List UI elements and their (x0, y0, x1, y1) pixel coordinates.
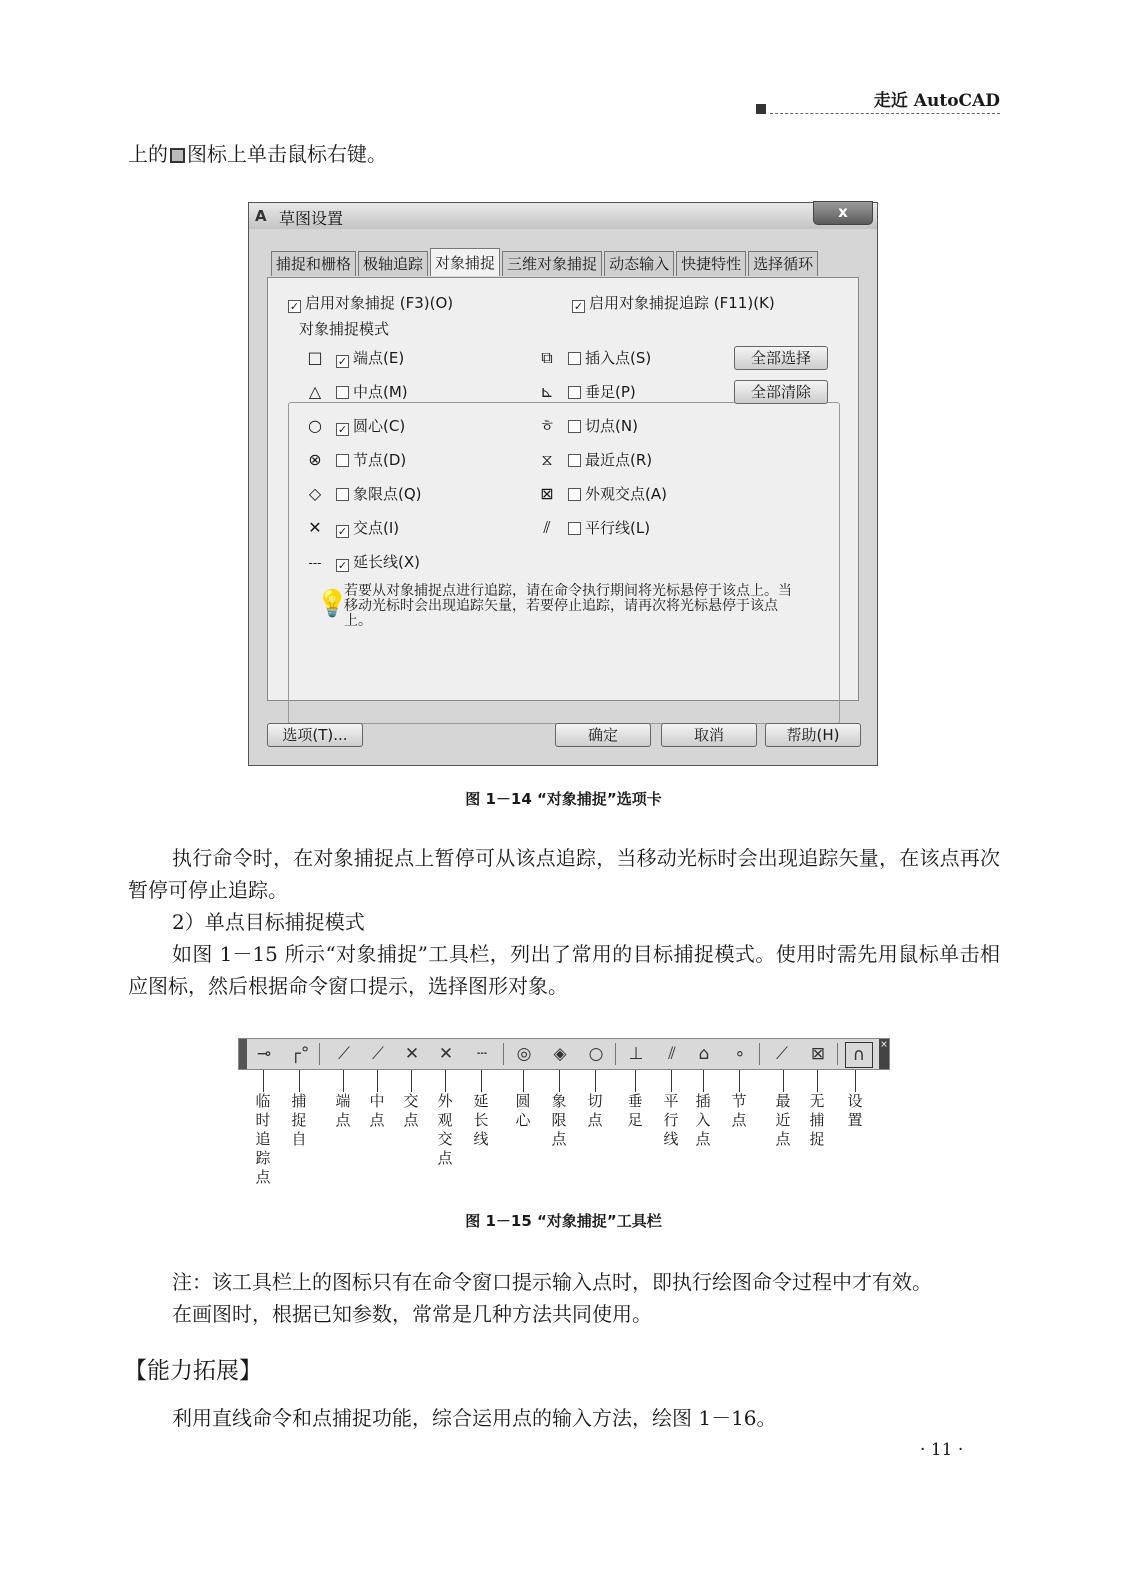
cancel-button[interactable]: 取消 (661, 723, 757, 747)
mode-quadrant[interactable]: ◇ 象限点(Q) (304, 484, 422, 504)
endpoint-icon[interactable]: ⟋ (338, 1044, 350, 1064)
tangent-icon: ㅎ (539, 416, 555, 435)
apparent-intersection-icon: ⊠ (540, 484, 554, 503)
header-rule (756, 104, 1000, 114)
dialog-titlebar (249, 203, 877, 229)
section-title: 【能力拓展】 (124, 1358, 262, 1384)
mode-parallel[interactable]: ⫽ 平行线(L) (536, 518, 650, 538)
enable-tracking-checkbox[interactable]: ✓ 启用对象捕捉追踪 (F11)(K) (573, 294, 775, 313)
label-perpendicular: 垂足 (627, 1092, 643, 1129)
label-intersection: 交点 (403, 1092, 419, 1129)
subheading-single-point: 2）单点目标捕捉模式 (172, 910, 365, 934)
label-endpoint: 端点 (335, 1092, 351, 1129)
note-line-1: 注：该工具栏上的图标只有在命令窗口提示输入点时，即执行绘图命令过程中才有效。 (172, 1270, 932, 1294)
extension-icon[interactable]: ┄ (476, 1044, 488, 1064)
exercise-text: 利用直线命令和点捕捉功能，综合运用点的输入方法，绘图 1－16。 (172, 1406, 777, 1430)
label-nearest: 最近点 (775, 1092, 791, 1148)
perpendicular-icon: ⊾ (540, 382, 554, 401)
figure-caption-1-14: 图 1－14 “对象捕捉”选项卡 (465, 790, 662, 808)
nearest-icon: ⧖ (541, 450, 553, 469)
midpoint-icon: △ (308, 382, 322, 401)
ok-button[interactable]: 确定 (555, 723, 651, 747)
snap-from-icon[interactable]: ┌° (290, 1044, 310, 1064)
tab-snap-grid[interactable]: 捕捉和栅格 (271, 251, 356, 276)
label-none: 无捕捉 (809, 1092, 825, 1148)
label-apparent-intersection: 外观交点 (437, 1092, 453, 1167)
autocad-app-icon: A (255, 207, 267, 225)
label-snap-from: 捕捉自 (291, 1092, 307, 1148)
endpoint-icon: □ (307, 348, 323, 367)
quadrant-icon: ◇ (308, 484, 322, 503)
mode-apparent-intersection[interactable]: ⊠ 外观交点(A) (536, 484, 667, 504)
label-temp-track: 临时追踪点 (255, 1092, 271, 1186)
toolbar-grip[interactable] (239, 1039, 247, 1069)
tab-polar-tracking[interactable]: 极轴追踪 (358, 251, 428, 276)
close-button[interactable]: x (813, 201, 873, 225)
mode-insertion[interactable]: ⧉ 插入点(S) (536, 348, 651, 368)
mode-midpoint[interactable]: △ 中点(M) (304, 382, 408, 402)
label-tangent: 切点 (587, 1092, 603, 1129)
midpoint-icon[interactable]: ⟋ (372, 1044, 384, 1064)
quadrant-icon[interactable]: ◈ (553, 1044, 567, 1064)
node-icon: ⊗ (308, 450, 322, 469)
drafting-settings-dialog (248, 202, 878, 766)
apparent-intersection-icon[interactable]: ✕ (438, 1044, 454, 1064)
tracking-tip: 若要从对象捕捉点进行追踪，请在命令执行期间将光标悬停于该点上。当移动光标时会出现追踪矢量，若要停止追踪，请再次将光标悬停于该点上。 (344, 583, 792, 629)
mode-endpoint[interactable]: □ ✓ 端点(E) (304, 348, 404, 368)
temp-track-icon[interactable]: ⊸ (256, 1044, 272, 1064)
mode-intersection[interactable]: ✕ ✓ 交点(I) (304, 518, 399, 538)
note-line-2: 在画图时，根据已知参数，常常是几种方法共同使用。 (172, 1302, 652, 1326)
mode-extension[interactable]: --- ✓ 延长线(X) (304, 552, 420, 572)
perpendicular-icon[interactable]: ⊥ (628, 1044, 644, 1064)
label-extension: 延长线 (473, 1092, 489, 1148)
help-button[interactable]: 帮助(H) (765, 723, 861, 747)
nearest-icon[interactable]: ⟋ (776, 1044, 788, 1064)
mode-center[interactable]: ○ ✓ 圆心(C) (304, 416, 405, 436)
tangent-icon[interactable]: ○ (588, 1044, 604, 1064)
label-center: 圆心 (515, 1092, 531, 1129)
running-head: 走近 AutoCAD (873, 91, 1000, 111)
center-icon[interactable]: ◎ (516, 1044, 532, 1064)
mode-nearest[interactable]: ⧖ 最近点(R) (536, 450, 652, 470)
object-snap-panel (267, 277, 859, 701)
label-parallel: 平行线 (663, 1092, 679, 1148)
tab-3d-object-snap[interactable]: 三维对象捕捉 (502, 251, 602, 276)
center-icon: ○ (308, 416, 322, 435)
checkbox-checked-icon: ✓ (289, 300, 300, 313)
figure-caption-1-15: 图 1－15 “对象捕捉”工具栏 (465, 1212, 662, 1230)
tab-bar (271, 251, 820, 277)
paragraph-toolbar-intro: 如图 1－15 所示“对象捕捉”工具栏，列出了常用的目标捕捉模式。使用时需先用鼠标单击相应图标，然后根据命令窗口提示，选择图形对象。 (128, 942, 1000, 998)
options-button[interactable]: 选项(T)... (267, 723, 363, 747)
none-icon[interactable]: ⊠ (810, 1044, 826, 1064)
tab-dynamic-input[interactable]: 动态输入 (604, 251, 674, 276)
mode-node[interactable]: ⊗ 节点(D) (304, 450, 406, 470)
insertion-icon: ⧉ (541, 348, 553, 367)
dialog-title: 草图设置 (279, 209, 344, 228)
label-midpoint: 中点 (369, 1092, 385, 1129)
intersection-icon[interactable]: ✕ (404, 1044, 420, 1064)
mode-perpendicular[interactable]: ⊾ 垂足(P) (536, 382, 636, 402)
page-number: · 11 · (920, 1440, 964, 1460)
label-settings: 设置 (847, 1092, 863, 1129)
tab-selection-cycling[interactable]: 选择循环 (748, 251, 818, 276)
node-icon[interactable]: ∘ (734, 1044, 746, 1064)
mode-tangent[interactable]: ㅎ 切点(N) (536, 416, 638, 436)
paragraph-tracking: 执行命令时，在对象捕捉点上暂停可从该点追踪，当移动光标时会出现追踪矢量，在该点再次暂停可停止追踪。 (128, 846, 1000, 902)
tab-quick-properties[interactable]: 快捷特性 (676, 251, 746, 276)
settings-icon[interactable]: ∩ (845, 1042, 873, 1068)
label-insert: 插入点 (695, 1092, 711, 1148)
parallel-icon: ⫽ (543, 518, 551, 537)
toolbar-close-icon[interactable]: × (879, 1039, 889, 1069)
lightbulb-icon: 💡 (316, 589, 349, 619)
label-quadrant: 象限点 (551, 1092, 567, 1148)
label-node: 节点 (731, 1092, 747, 1129)
extension-icon: --- (308, 556, 322, 570)
parallel-icon[interactable]: ⫽ (668, 1044, 676, 1064)
top-text: 上的 图标上单击鼠标右键。 (128, 142, 387, 166)
group-label: 对象捕捉模式 (296, 318, 392, 339)
intersection-icon: ✕ (308, 518, 322, 537)
insert-icon[interactable]: ⌂ (698, 1044, 710, 1064)
tab-object-snap[interactable]: 对象捕捉 (430, 248, 500, 276)
enable-osnap-checkbox[interactable]: ✓ 启用对象捕捉 (F3)(O) (289, 294, 454, 313)
window-icon (170, 148, 185, 163)
clear-all-button[interactable]: 全部清除 (734, 380, 828, 404)
checkbox-checked-icon: ✓ (573, 300, 584, 313)
select-all-button[interactable]: 全部选择 (734, 346, 828, 370)
object-snap-toolbar (238, 1038, 890, 1070)
